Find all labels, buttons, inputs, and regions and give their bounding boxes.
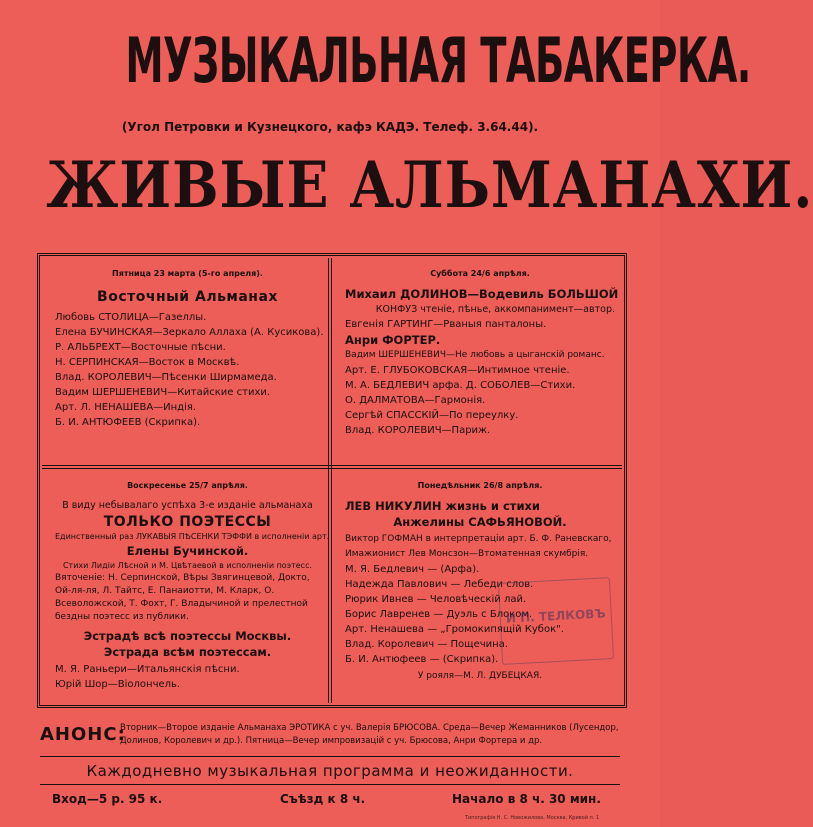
program-sunday [55,480,330,692]
panel-title: Анжелины САФЬЯНОВОЙ. [393,515,567,529]
stamp-name: И П. ТЕЛКОВЪ [505,606,606,626]
program-line: Юрій Шор—Віолончель. [55,679,181,690]
program-line: Виктор ГОФМАН в интерпретаціи арт. Б. Ф. Раневскаго, [345,534,612,544]
program-line: В виду небывалаго успѣха 3-е изданіе альманаха [62,500,313,511]
program-line: Б. И. Антюфеев — (Скрипка). [345,654,499,665]
panel-title: ТОЛЬКО ПОЭТЕССЫ [103,514,272,530]
program-line: Надежда Павлович — Лебеди слов. [345,579,534,590]
program-line: Вадим ШЕРШЕНЕВИЧ—Китайские стихи. [55,387,271,398]
program-line: Рюрик Ивнев — Человѣческій лай. [345,594,527,605]
program-line: О. ДАЛМАТОВА—Гармонія. [345,395,486,406]
program-line: Влад. Королевич — Пощечина. [345,639,508,650]
program-line: М. Я. Бедлевич — (Арфа). [345,564,480,575]
horizontal-divider [42,465,622,469]
program-line: Влад. КОРОЛЕВИЧ—Пѣсенки Ширмамеда. [55,372,277,383]
vertical-divider [328,258,332,703]
program-line: М. А. БЕДЛЕВИЧ арфа. Д. СОБОЛЕВ—Стихи. [345,380,576,391]
daily-program: Каждодневно музыкальная программа и неожиданности. [86,762,574,780]
venue-address: (Угол Петровки и Кузнецкого, кафэ КАДЭ. Телеф. 3.64.44). [121,120,539,134]
poster-subtitle: ЖИВЫЕ АЛЬМАНАХИ. [46,148,813,223]
printer-imprint: Типографія Н. С. Новожилова, Москва, Кривой п. 1 [465,815,600,821]
program-line: Р. АЛЬБРЕХТ—Восточные пѣсни. [55,342,226,353]
panel-date: Пятница 23 марта (5-го апреля). [112,269,263,278]
panel-title: ЛЕВ НИКУЛИН жизнь и стихи [345,499,540,513]
performer-name: Елены Бучинской. [126,544,249,558]
poster-title: МУЗЫКАЛЬНАЯ ТАБАКЕРКА. [125,24,751,97]
panel-title: Восточный Альманах [97,289,278,305]
start-time: Начало в 8 ч. 30 мин. [452,792,601,806]
program-line: Анри ФОРТЕР. [345,333,441,347]
program-line: Арт. Е. ГЛУБОКОВСКАЯ—Интимное чтеніе. [345,365,570,376]
entry-price: Вход—5 р. 95 к. [52,792,163,806]
program-line: Б. И. АНТЮФЕЕВ (Скрипка). [55,417,201,428]
panel-date: Воскресенье 25/7 апрѣля. [127,481,248,490]
program-friday [55,268,324,430]
program-line: Н. СЕРПИНСКАЯ—Восток в Москвѣ. [55,357,240,368]
arrival-time: Съѣзд к 8 ч. [280,792,366,806]
announcement-label: АНОНС: [40,724,126,745]
program-saturday [345,268,619,438]
program-line: Стихи Лидіи Лѣсной и М. Цвѣтаевой в исполненіи поэтесс. [62,561,313,570]
program-line: Михаил ДОЛИНОВ—Водевиль БОЛЬШОЙ [345,287,619,301]
announcement-text: Вторник—Второе изданіе Альманаха ЭРОТИКА с уч. Валерія БРЮСОВА. Среда—Вечер Жеманников (Лусендор, Долинов, Королевич и др.). Пятница—Вечер импровизацій с уч. Брюсова, Анри Фортера и др. [120,723,619,746]
divider-rule [40,756,620,757]
program-line: Единственный раз ЛУКАВЫЯ ПѢСЕНКИ ТЭФФИ в исполненіи арт. [55,532,330,541]
program-line: Вяточеніе: Н. Серпинской, Вѣры Звягинцевой, Докто, Ой-ля-ля, Л. Тайтс, Е. Панаиотти, М. Кларк, О. Всеволожской, Т. Фохт, Г. Владычиной и прелестной бездны поэтесс из публики. [55,573,310,622]
program-line: М. Я. Раньери—Итальянскія пѣсни. [55,664,240,675]
program-line: Вадим ШЕРШЕНЕВИЧ—Не любовь а цыганскій романс. [345,350,605,360]
program-line: Арт. Ненашева — „Громокипящій Кубок". [345,624,564,635]
program-slogan: Эстрадѣ всѣ поэтессы Москвы. [83,629,292,643]
program-line: Борис Лавренев — Дуэль с Блоком. [345,609,533,620]
panel-date: Понедѣльник 26/8 апрѣля. [417,481,543,490]
divider-rule [40,784,620,785]
program-slogan: Эстрада всѣм поэтессам. [103,645,272,659]
panel-date: Суббота 24/6 апрѣля. [430,269,530,278]
program-line: Евгенія ГАРТИНГ—Рваныя панталоны. [345,319,547,330]
program-line: Арт. Л. НЕНАШЕВА—Индія. [55,402,197,413]
program-line: Сергѣй СПАССКІЙ—По переулку. [345,410,519,421]
piano-accompanist: У рояля—М. Л. ДУБЕЦКАЯ. [417,671,543,681]
program-line: Имажионист Лев Монсзон—Втоматенная скумбрія. [345,549,589,559]
library-stamp [498,577,614,665]
program-line: Любовь СТОЛИЦА—Газеллы. [55,312,207,323]
program-line: КОНФУЗ чтеніе, пѣнье, аккомпанимент—автор. [375,304,615,315]
program-line: Елена БУЧИНСКАЯ—Зеркало Аллаха (А. Кусикова). [55,327,324,338]
program-line: Влад. КОРОЛЕВИЧ—Париж. [345,425,491,436]
